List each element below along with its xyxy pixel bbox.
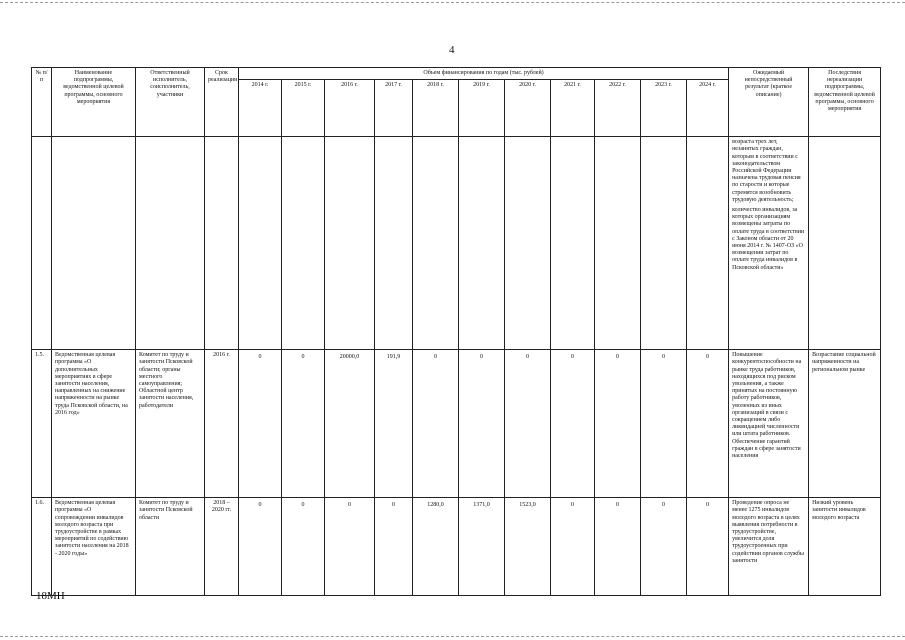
header-year: 2014 г. (239, 80, 282, 137)
header-name: Наименование подпрограммы, ведомственной целевой программы, основного мероприятия (52, 68, 136, 137)
cell-empty (32, 137, 52, 350)
row-result: Проведение опроса не менее 1275 инвалидов молодого возраста в целях выявления потребности в трудоустройстве, увеличится доля трудоустроенных при содействии органов службы занятости (729, 498, 809, 596)
scan-edge-bottom (0, 636, 905, 638)
row-value: 0 (413, 350, 459, 498)
scan-edge-top (0, 2, 905, 4)
header-result: Ожидаемый непосредственный результат (краткое описание) (729, 68, 809, 137)
row-value: 1371,0 (459, 498, 505, 596)
row-term: 2018 – 2020 гг. (205, 498, 239, 596)
row-value: 1523,0 (505, 498, 551, 596)
row-value: 0 (641, 498, 687, 596)
header-consequences: Последствия нереализации подпрограммы, ведомственной целевой программы, основного мероприятия (809, 68, 881, 137)
cell-empty (136, 137, 205, 350)
row-value: 0 (239, 498, 282, 596)
footer-code: 18МН (36, 590, 65, 602)
row-value: 0 (551, 498, 595, 596)
header-term: Срок реализации (205, 68, 239, 137)
row-value: 0 (641, 350, 687, 498)
row-value: 191,9 (375, 350, 413, 498)
header-year: 2017 г. (375, 80, 413, 137)
continuation-result-part: возраста трех лет, незанятых граждан, которым в соответствии с законодательством Российской Федерации назначена трудовая пенсия по старости и которые стремятся возобновить трудовую деятельность; (732, 139, 801, 203)
page-number: 4 (449, 44, 455, 56)
row-value: 1280,0 (413, 498, 459, 596)
row-value: 0 (551, 350, 595, 498)
cell-empty (505, 137, 551, 350)
row-value: 20000,0 (325, 350, 375, 498)
continuation-result (729, 137, 809, 350)
row-value: 0 (595, 350, 641, 498)
row-value: 0 (325, 498, 375, 596)
table-row (32, 350, 881, 498)
header-year: 2018 г. (413, 80, 459, 137)
program-table (31, 67, 881, 596)
row-value: 0 (282, 350, 325, 498)
cell-empty (551, 137, 595, 350)
row-value: 0 (687, 498, 729, 596)
row-num: 1.6. (32, 498, 52, 596)
cell-empty (375, 137, 413, 350)
header-year: 2020 г. (505, 80, 551, 137)
row-executor: Комитет по труду и занятости Псковской области; органы местного самоуправления; Областной центр занятости населения, работодатели (136, 350, 205, 498)
row-consequences: Низкий уровень занятости инвалидов молодого возраста (809, 498, 881, 596)
table-row (32, 498, 881, 596)
cell-empty (282, 137, 325, 350)
header-funding: Объем финансирования по годам (тыс. рублей) (239, 68, 729, 80)
row-value: 0 (282, 498, 325, 596)
header-year: 2022 г. (595, 80, 641, 137)
row-num: 1.5. (32, 350, 52, 498)
table-row-continuation (32, 137, 881, 350)
cell-empty (809, 137, 881, 350)
row-value: 0 (687, 350, 729, 498)
row-term: 2016 г. (205, 350, 239, 498)
header-year: 2024 г. (687, 80, 729, 137)
cell-empty (413, 137, 459, 350)
cell-empty (52, 137, 136, 350)
row-value: 0 (375, 498, 413, 596)
header-year: 2016 г. (325, 80, 375, 137)
row-value: 0 (459, 350, 505, 498)
header-year: 2021 г. (551, 80, 595, 137)
header-year: 2023 г. (641, 80, 687, 137)
header-row-top (32, 68, 881, 80)
cell-empty (325, 137, 375, 350)
cell-empty (239, 137, 282, 350)
header-year: 2019 г. (459, 80, 505, 137)
cell-empty (205, 137, 239, 350)
cell-empty (641, 137, 687, 350)
row-consequences: Возрастание социальной напряженности на региональном рынке (809, 350, 881, 498)
header-year: 2015 г. (282, 80, 325, 137)
row-value: 0 (239, 350, 282, 498)
cell-empty (459, 137, 505, 350)
header-num: № п/п (32, 68, 52, 137)
header-executor: Ответственный исполнитель, соисполнитель, участники (136, 68, 205, 137)
row-executor: Комитет по труду и занятости Псковской области (136, 498, 205, 596)
row-name: Ведомственная целевая программа «О дополнительных мероприятиях в сфере занятости населения, направленных на снижение напряженности на рынке труда Псковской области, на 2016 год» (52, 350, 136, 498)
row-name: Ведомственная целевая программа «О сопровождении инвалидов молодого возраста при трудоустройстве в рамках мероприятий по содействию занятости населения на 2018 - 2020 годы» (52, 498, 136, 596)
continuation-result-part: количество инвалидов, за которых организациям возмещены затраты по оплате труда в соответствии с Законом области от 20 июня 2014 г. № 1407-ОЗ «О возмещении затрат по оплате труда инвалидов в Псковской области» (732, 207, 805, 271)
row-value: 0 (595, 498, 641, 596)
row-result: Повышение конкурентоспособности на рынке труда работников, находящихся под риском увольнения, а также принятых на постоянную работу работников, уволенных из иных организаций в связи с сокращением либо ликвидацией численности или штата работников. Обеспечение гарантий граждан в сфере занятости населения (729, 350, 809, 498)
cell-empty (687, 137, 729, 350)
cell-empty (595, 137, 641, 350)
row-value: 0 (505, 350, 551, 498)
